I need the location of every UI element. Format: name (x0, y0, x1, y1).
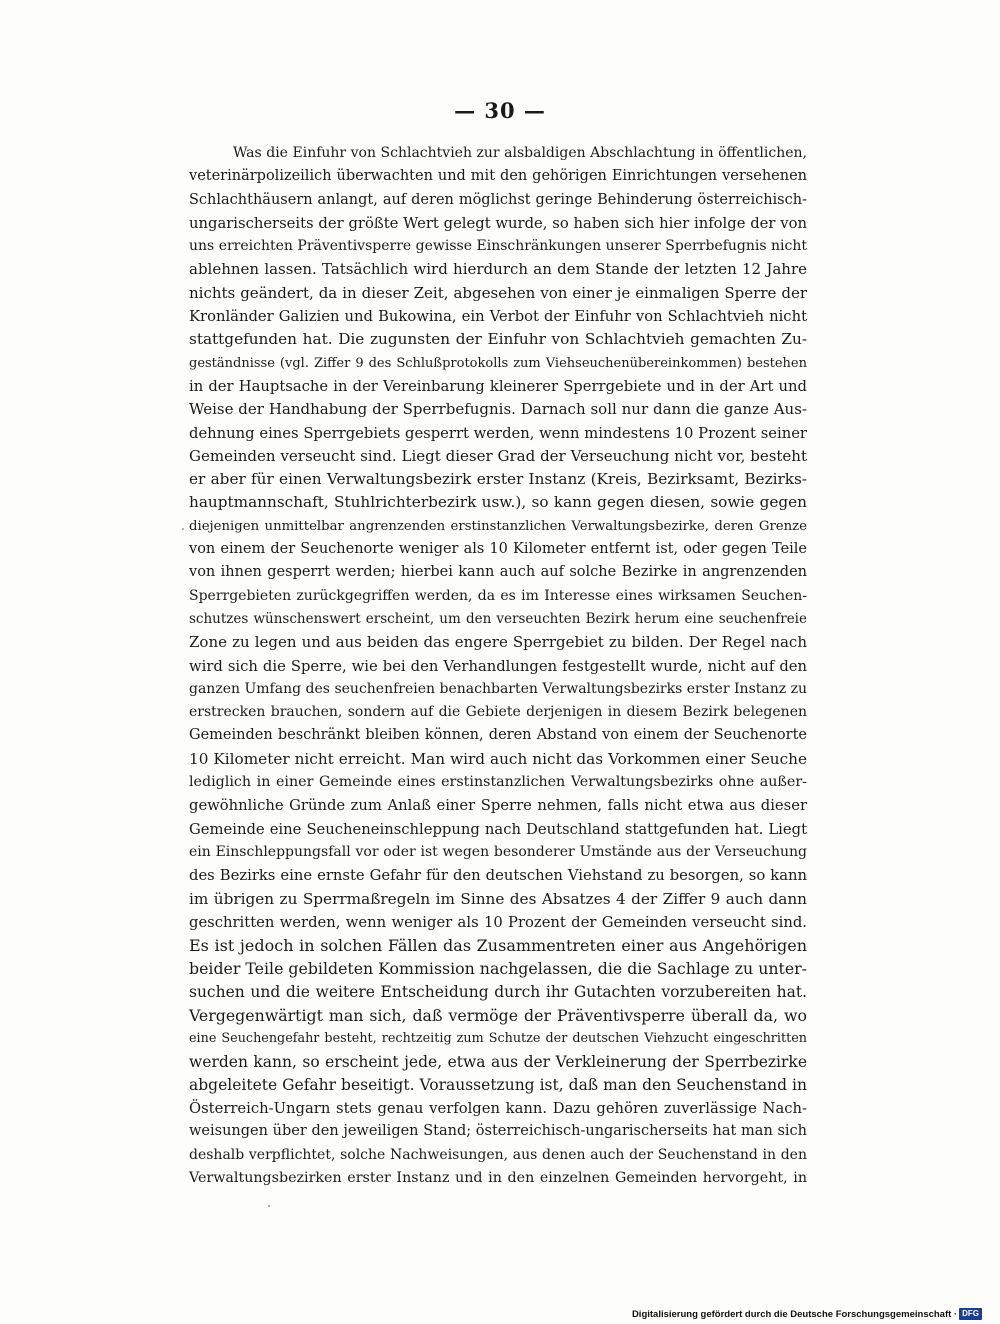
text-line: Vergegenwärtigt man sich, daß vermöge der Präventivsperre überall da, wo (189, 1005, 807, 1025)
text-line: Es ist jedoch in solchen Fällen das Zusammentreten einer aus Angehörigen (189, 936, 807, 956)
text-line: Gemeinden beschränkt bleiben können, deren Abstand von einem der Seuchenorte (189, 727, 807, 744)
text-line: Zone zu legen und aus beiden das engere Sperrgebiet zu bilden. Der Regel nach (189, 633, 807, 652)
text-line: wird sich die Sperre, wie bei den Verhandlungen festgestellt wurde, nicht auf den (189, 657, 807, 675)
text-line: Gemeinden verseucht sind. Liegt dieser Grad der Verseuchung nicht vor, besteht (189, 446, 807, 465)
text-line: Schlachthäusern anlangt, auf deren möglichst geringe Behinderung österreichisch- (189, 191, 807, 208)
text-line: lediglich in einer Gemeinde eines erstinstanzlichen Verwaltungsbezirks ohne außer- (189, 774, 807, 791)
text-line: im übrigen zu Sperrmaßregeln im Sinne des Absatzes 4 der Ziffer 9 auch dann (189, 889, 807, 908)
text-line: dehnung eines Sperrgebiets gesperrt werden, wenn mindestens 10 Prozent seiner (189, 424, 807, 442)
text-line: gewöhnliche Gründe zum Anlaß einer Sperre nehmen, falls nicht etwa aus dieser (189, 797, 807, 815)
text-line: Verwaltungsbezirken erster Instanz und in den einzelnen Gemeinden hervorgeht, in (189, 1170, 807, 1187)
text-line: werden kann, so erscheint jede, etwa aus der Verkleinerung der Sperrbezirke (189, 1052, 807, 1071)
dfg-logo: DFG (959, 1308, 982, 1320)
text-line: von ihnen gesperrt werden; hierbei kann auch auf solche Bezirke in angrenzenden (189, 564, 807, 581)
text-line: eine Seuchengefahr besteht, rechtzeitig zum Schutze der deutschen Viehzucht eingeschritten (189, 1031, 807, 1047)
text-line: in der Hauptsache in der Vereinbarung kleinerer Sperrgebiete und in der Art und (189, 377, 807, 395)
text-line: er aber für einen Verwaltungsbezirk erster Instanz (Kreis, Bezirksamt, Bezirks- (189, 470, 807, 489)
text-line: von einem der Seuchenorte weniger als 10 Kilometer entfernt ist, oder gegen Teile (189, 541, 807, 558)
text-line: suchen und die weitere Entscheidung durch ihr Gutachten vorzubereiten hat. (189, 982, 807, 1001)
text-line: Weise der Handhabung der Sperrbefugnis. Darnach soll nur dann die ganze Aus- (189, 400, 807, 419)
text-line: geschritten werden, wenn weniger als 10 Prozent der Gemeinden verseucht sind. (189, 913, 807, 931)
text-line: Österreich-Ungarn stets genau verfolgen kann. Dazu gehören zuverlässige Nach- (189, 1100, 807, 1118)
text-line: geständnisse (vgl. Ziffer 9 des Schlußprotokolls zum Viehseuchenübereinkommen) bestehen (189, 355, 807, 371)
text-line: 10 Kilometer nicht erreicht. Man wird auch nicht das Vorkommen einer Seuche (189, 749, 807, 768)
scan-speck (182, 528, 184, 530)
text-line: deshalb verpflichtet, solche Nachweisungen, aus denen auch der Seuchenstand in den (189, 1146, 807, 1163)
text-line: erstrecken brauchen, sondern auf die Gebiete derjenigen in diesem Bezirk belegenen (189, 704, 807, 721)
text-line: beider Teile gebildeten Kommission nachgelassen, die die Sachlage zu unter- (189, 959, 807, 979)
text-line: des Bezirks eine ernste Gefahr für den deutschen Viehstand zu besorgen, so kann (189, 867, 807, 885)
text-line: schutzes wünschenswert erscheint, um den verseuchten Bezirk herum eine seuchenfreie (189, 610, 807, 627)
text-line: stattgefunden hat. Die zugunsten der Einfuhr von Schlachtvieh gemachten Zu- (189, 330, 807, 349)
digitization-credit (632, 1308, 982, 1320)
text-line: weisungen über den jeweiligen Stand; österreichisch-ungarischerseits hat man sich (189, 1123, 807, 1140)
text-line: uns erreichten Präventivsperre gewisse Einschränkungen unserer Sperrbefugnis nicht (189, 238, 807, 255)
text-line: ganzen Umfang des seuchenfreien benachbarten Verwaltungsbezirks erster Instanz zu (189, 680, 807, 697)
text-line: Was die Einfuhr von Schlachtvieh zur alsbaldigen Abschlachtung in öffentlichen, (233, 145, 807, 161)
text-line: diejenigen unmittelbar angrenzenden erstinstanzlichen Verwaltungsbezirke, deren Grenze (189, 518, 807, 534)
text-line: Kronländer Galizien und Bukowina, ein Verbot der Einfuhr von Schlachtvieh nicht (189, 308, 807, 326)
body-text (189, 142, 807, 1190)
text-line: Sperrgebieten zurückgegriffen werden, da es im Interesse eines wirksamen Seuchen- (189, 587, 807, 604)
credit-text: Digitalisierung gefördert durch die Deutsche Forschungsgemeinschaft · (631, 1308, 958, 1320)
text-line: abgeleitete Gefahr beseitigt. Voraussetzung ist, daß man den Seuchenstand in (189, 1075, 807, 1094)
page-number: — 30 — (454, 98, 546, 123)
text-line: ablehnen lassen. Tatsächlich wird hierdurch an dem Stande der letzten 12 Jahre (189, 260, 807, 279)
text-line: nichts geändert, da in dieser Zeit, abgesehen von einer je einmaligen Sperre der (189, 283, 807, 302)
text-line: veterinärpolizeilich überwachten und mit den gehörigen Einrichtungen versehenen (189, 168, 807, 185)
text-line: ein Einschleppungsfall vor oder ist wegen besonderer Umstände aus der Verseuchung (189, 843, 807, 860)
text-line: hauptmannschaft, Stuhlrichterbezirk usw.), so kann gegen diesen, sowie gegen (189, 493, 807, 512)
scan-speck (268, 1205, 270, 1207)
text-line: ungarischerseits der größte Wert gelegt wurde, so haben sich hier infolge der von (189, 214, 807, 232)
text-line: Gemeinde eine Seucheneinschleppung nach Deutschland stattgefunden hat. Liegt (189, 820, 807, 838)
